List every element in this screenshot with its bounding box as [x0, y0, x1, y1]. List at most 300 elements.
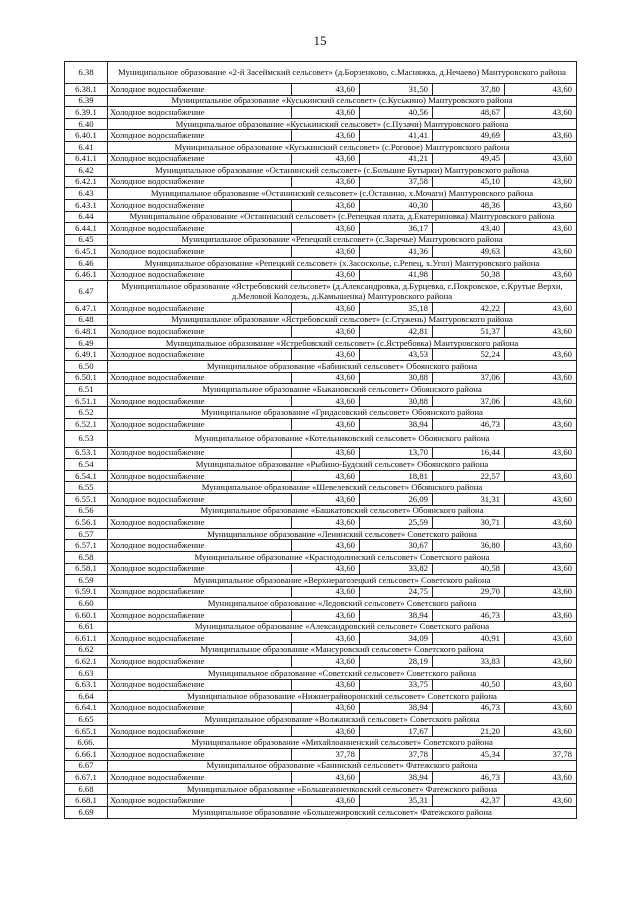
municipality-row [65, 188, 577, 200]
row-number: 6.48.1 [65, 326, 108, 338]
service-label: Холодное водоснабжение [108, 702, 292, 714]
row-number: 6.57 [65, 528, 108, 540]
row-number: 6.48 [65, 314, 108, 326]
tariff-value-4: 43,60 [505, 772, 577, 784]
tariff-value-3: 31,31 [433, 494, 505, 506]
municipality-title: Муниципальное образование «Ястребовский сельсовет» (с.Стужень) Мантуровского района [108, 314, 577, 326]
service-label: Холодное водоснабжение [108, 540, 292, 552]
tariff-value-1: 43,60 [292, 223, 360, 235]
municipality-row [65, 141, 577, 153]
tariff-value-3: 46,73 [433, 419, 505, 431]
row-number: 6.61 [65, 621, 108, 633]
tariff-value-1: 43,60 [292, 656, 360, 668]
municipality-row [65, 361, 577, 373]
municipality-row [65, 407, 577, 419]
tariff-row [65, 656, 577, 668]
municipality-title: Муниципальное образование «Краснодолинский сельсовет» Советского района [108, 551, 577, 563]
municipality-title: Муниципальное образование «Александровский сельсовет» Советского района [108, 621, 577, 633]
tariff-value-3: 50,38 [433, 269, 505, 281]
municipality-title: Муниципальное образование «Большежировский сельсовет» Фатежского района [108, 807, 577, 819]
municipality-title: Муниципальное образование «Репецкий сельсовет» (х.Засосколье, с.Репец, х.Угол) Мантуровского района [108, 257, 577, 269]
service-label: Холодное водоснабжение [108, 609, 292, 621]
tariff-value-2: 42,81 [360, 326, 433, 338]
municipality-title: Муниципальное образование «Останинский сельсовет» (с.Репецкая плата, д.Екатериновка) Мантуровского района [108, 211, 577, 223]
row-number: 6.43 [65, 188, 108, 200]
tariff-row [65, 517, 577, 529]
service-label: Холодное водоснабжение [108, 656, 292, 668]
row-number: 6.58 [65, 551, 108, 563]
municipality-row [65, 598, 577, 610]
row-number: 6.39 [65, 95, 108, 107]
row-number: 6.45.1 [65, 246, 108, 258]
tariff-value-2: 36,17 [360, 223, 433, 235]
service-label: Холодное водоснабжение [108, 563, 292, 575]
tariff-row [65, 303, 577, 315]
tariff-value-3: 46,73 [433, 702, 505, 714]
tariff-value-4: 43,60 [505, 303, 577, 315]
tariff-value-3: 43,40 [433, 223, 505, 235]
tariff-value-3: 40,50 [433, 679, 505, 691]
municipality-title: Муниципальное образование «Репецкий сельсовет» (с.Заречье) Мантуровского района [108, 234, 577, 246]
tariff-row [65, 725, 577, 737]
tariff-value-3: 37,80 [433, 84, 505, 96]
tariff-value-1: 43,60 [292, 540, 360, 552]
tariff-row [65, 749, 577, 761]
tariff-row [65, 130, 577, 142]
municipality-row [65, 211, 577, 223]
tariff-value-1: 43,60 [292, 633, 360, 645]
row-number: 6.68.1 [65, 795, 108, 807]
service-label: Холодное водоснабжение [108, 494, 292, 506]
tariff-value-2: 30,88 [360, 395, 433, 407]
tariff-value-3: 51,37 [433, 326, 505, 338]
tariff-value-1: 43,60 [292, 679, 360, 691]
tariff-value-3: 42,37 [433, 795, 505, 807]
service-label: Холодное водоснабжение [108, 725, 292, 737]
service-label: Холодное водоснабжение [108, 447, 292, 459]
tariff-value-1: 43,60 [292, 199, 360, 211]
page-number: 15 [313, 33, 327, 48]
municipality-title: Муниципальное образование «Банинский сельсовет» Фатежского района [108, 760, 577, 772]
municipality-title: Муниципальное образование «Куськинский сельсовет» (с.Куськино) Мантуровского района [108, 95, 577, 107]
municipality-title: Муниципальное образование «Ленинский сельсовет» Советского района [108, 528, 577, 540]
tariff-value-3: 37,06 [433, 395, 505, 407]
tariff-value-4: 43,60 [505, 540, 577, 552]
service-label: Холодное водоснабжение [108, 176, 292, 188]
municipality-row [65, 459, 577, 471]
tariff-value-1: 43,60 [292, 176, 360, 188]
service-label: Холодное водоснабжение [108, 326, 292, 338]
tariff-row [65, 153, 577, 165]
tariff-value-4: 43,60 [505, 494, 577, 506]
tariff-value-4: 43,60 [505, 269, 577, 281]
municipality-title: Муниципальное образование «Нижнеграйворонский сельсовет» Советского района [108, 691, 577, 703]
tariff-value-3: 48,36 [433, 199, 505, 211]
tariff-value-4: 43,60 [505, 470, 577, 482]
tariff-value-4: 43,60 [505, 349, 577, 361]
municipality-title: Муниципальное образование «Верхнерагозецкий сельсовет» Советского района [108, 575, 577, 587]
municipality-row [65, 737, 577, 749]
tariff-value-2: 35,18 [360, 303, 433, 315]
municipality-row [65, 234, 577, 246]
tariff-value-2: 33,82 [360, 563, 433, 575]
row-number: 6.43.1 [65, 199, 108, 211]
row-number: 6.41.1 [65, 153, 108, 165]
row-number: 6.50.1 [65, 372, 108, 384]
tariff-value-4: 43,60 [505, 199, 577, 211]
row-number: 6.67 [65, 760, 108, 772]
tariff-value-2: 17,67 [360, 725, 433, 737]
tariff-value-2: 28,19 [360, 656, 433, 668]
tariff-value-4: 43,60 [505, 702, 577, 714]
municipality-row [65, 714, 577, 726]
row-number: 6.51 [65, 384, 108, 396]
service-label: Холодное водоснабжение [108, 269, 292, 281]
row-number: 6.50 [65, 361, 108, 373]
tariff-row [65, 269, 577, 281]
tariff-value-1: 43,60 [292, 494, 360, 506]
row-number: 6.54 [65, 459, 108, 471]
municipality-row [65, 783, 577, 795]
service-label: Холодное водоснабжение [108, 470, 292, 482]
row-number: 6.59 [65, 575, 108, 587]
municipality-title: Муниципальное образование «Большеанненковский сельсовет» Фатежского района [108, 783, 577, 795]
tariff-value-2: 37,58 [360, 176, 433, 188]
service-label: Холодное водоснабжение [108, 303, 292, 315]
tariff-row [65, 326, 577, 338]
tariff-row [65, 563, 577, 575]
tariff-value-2: 38,94 [360, 609, 433, 621]
tariff-value-3: 36,80 [433, 540, 505, 552]
municipality-row [65, 528, 577, 540]
tariff-value-3: 29,70 [433, 586, 505, 598]
service-label: Холодное водоснабжение [108, 107, 292, 119]
municipality-row [65, 667, 577, 679]
row-number: 6.41 [65, 141, 108, 153]
tariff-value-3: 42,22 [433, 303, 505, 315]
municipality-title: Муниципальное образование «Быкановский сельсовет» Обоянского района [108, 384, 577, 396]
tariff-value-4: 43,60 [505, 563, 577, 575]
tariff-value-1: 43,60 [292, 609, 360, 621]
tariff-value-1: 43,60 [292, 395, 360, 407]
tariff-value-2: 41,41 [360, 130, 433, 142]
tariff-value-1: 43,60 [292, 772, 360, 784]
row-number: 6.46 [65, 257, 108, 269]
municipality-row [65, 430, 577, 447]
municipality-row [65, 760, 577, 772]
service-label: Холодное водоснабжение [108, 749, 292, 761]
row-number: 6.52 [65, 407, 108, 419]
municipality-row [65, 807, 577, 819]
municipality-title: Муниципальное образование «Бабинский сельсовет» Обоянского района [108, 361, 577, 373]
tariff-row [65, 419, 577, 431]
tariff-value-1: 43,60 [292, 303, 360, 315]
row-number: 6.53.1 [65, 447, 108, 459]
tariff-value-2: 41,36 [360, 246, 433, 258]
tariff-value-2: 38,94 [360, 772, 433, 784]
tariff-value-3: 45,10 [433, 176, 505, 188]
tariff-value-1: 43,60 [292, 130, 360, 142]
row-number: 6.62.1 [65, 656, 108, 668]
tariff-table-body [65, 62, 577, 819]
row-number: 6.55.1 [65, 494, 108, 506]
tariff-row [65, 199, 577, 211]
tariff-value-1: 43,60 [292, 470, 360, 482]
tariff-value-3: 46,73 [433, 772, 505, 784]
row-number: 6.63.1 [65, 679, 108, 691]
tariff-row [65, 609, 577, 621]
tariff-value-2: 30,67 [360, 540, 433, 552]
row-number: 6.42 [65, 165, 108, 177]
tariff-value-4: 43,60 [505, 176, 577, 188]
tariff-row [65, 372, 577, 384]
tariff-value-4: 43,60 [505, 372, 577, 384]
tariff-value-2: 41,21 [360, 153, 433, 165]
municipality-title: Муниципальное образование «Останинский сельсовет» (с.Большие Бутырки) Мантуровского района [108, 165, 577, 177]
municipality-title: Муниципальное образование «Волжанский сельсовет» Советского района [108, 714, 577, 726]
municipality-row [65, 505, 577, 517]
tariff-row [65, 470, 577, 482]
service-label: Холодное водоснабжение [108, 633, 292, 645]
tariff-value-1: 43,60 [292, 702, 360, 714]
tariff-value-3: 45,34 [433, 749, 505, 761]
service-label: Холодное водоснабжение [108, 223, 292, 235]
tariff-row [65, 107, 577, 119]
municipality-row [65, 575, 577, 587]
row-number: 6.38 [65, 62, 108, 84]
tariff-row [65, 772, 577, 784]
row-number: 6.66. [65, 737, 108, 749]
row-number: 6.64.1 [65, 702, 108, 714]
tariff-value-3: 37,06 [433, 372, 505, 384]
tariff-value-1: 43,60 [292, 447, 360, 459]
tariff-value-2: 38,94 [360, 419, 433, 431]
row-number: 6.58.1 [65, 563, 108, 575]
row-number: 6.49 [65, 337, 108, 349]
municipality-title: Муниципальное образование «Останинский сельсовет» (с.Останино, х.Мочаги) Мантуровского района [108, 188, 577, 200]
municipality-title: Муниципальное образование «Рыбино-Будский сельсовет» Обоянского района [108, 459, 577, 471]
row-number: 6.45 [65, 234, 108, 246]
row-number: 6.65 [65, 714, 108, 726]
tariff-value-2: 43,53 [360, 349, 433, 361]
tariff-value-1: 37,78 [292, 749, 360, 761]
tariff-value-1: 43,60 [292, 107, 360, 119]
row-number: 6.52.1 [65, 419, 108, 431]
tariff-value-3: 21,20 [433, 725, 505, 737]
row-number: 6.40 [65, 118, 108, 130]
municipality-title: Муниципальное образование «Башкатовский сельсовет» Обоянского района [108, 505, 577, 517]
service-label: Холодное водоснабжение [108, 246, 292, 258]
municipality-title: Муниципальное образование «Советский сельсовет» Советского района [108, 667, 577, 679]
row-number: 6.65.1 [65, 725, 108, 737]
service-label: Холодное водоснабжение [108, 84, 292, 96]
row-number: 6.62 [65, 644, 108, 656]
tariff-value-1: 43,60 [292, 795, 360, 807]
tariff-value-4: 43,60 [505, 656, 577, 668]
row-number: 6.47 [65, 281, 108, 303]
municipality-title: Муниципальное образование «Куськинский сельсовет» (с.Роговое) Мантуровского района [108, 141, 577, 153]
municipality-row [65, 314, 577, 326]
tariff-value-1: 43,60 [292, 269, 360, 281]
service-label: Холодное водоснабжение [108, 349, 292, 361]
tariff-value-4: 43,60 [505, 795, 577, 807]
tariff-table [64, 61, 577, 819]
tariff-row [65, 447, 577, 459]
row-number: 6.40.1 [65, 130, 108, 142]
municipality-row [65, 165, 577, 177]
municipality-row [65, 95, 577, 107]
tariff-value-4: 43,60 [505, 130, 577, 142]
tariff-row [65, 702, 577, 714]
municipality-row [65, 257, 577, 269]
row-number: 6.56 [65, 505, 108, 517]
row-number: 6.53 [65, 430, 108, 447]
row-number: 6.51.1 [65, 395, 108, 407]
tariff-row [65, 494, 577, 506]
service-label: Холодное водоснабжение [108, 419, 292, 431]
tariff-value-4: 43,60 [505, 395, 577, 407]
service-label: Холодное водоснабжение [108, 199, 292, 211]
tariff-row [65, 246, 577, 258]
tariff-value-2: 25,59 [360, 517, 433, 529]
row-number: 6.39.1 [65, 107, 108, 119]
tariff-value-2: 26,09 [360, 494, 433, 506]
row-number: 6.61.1 [65, 633, 108, 645]
tariff-value-1: 43,60 [292, 326, 360, 338]
tariff-value-2: 40,30 [360, 199, 433, 211]
tariff-value-4: 43,60 [505, 447, 577, 459]
service-label: Холодное водоснабжение [108, 395, 292, 407]
tariff-value-1: 43,60 [292, 419, 360, 431]
service-label: Холодное водоснабжение [108, 372, 292, 384]
municipality-row [65, 482, 577, 494]
row-number: 6.68 [65, 783, 108, 795]
row-number: 6.57.1 [65, 540, 108, 552]
row-number: 6.44.1 [65, 223, 108, 235]
municipality-title: Муниципальное образование «2-й Засеймский сельсовет» (д.Борзенково, с.Масняжка, д.Нечаево) Мантуровского района [108, 62, 577, 84]
tariff-value-4: 43,60 [505, 725, 577, 737]
row-number: 6.38.1 [65, 84, 108, 96]
tariff-value-2: 31,50 [360, 84, 433, 96]
tariff-row [65, 795, 577, 807]
tariff-row [65, 84, 577, 96]
tariff-value-4: 43,60 [505, 419, 577, 431]
municipality-title: Муниципальное образование «Мансуровский сельсовет» Советского района [108, 644, 577, 656]
row-number: 6.49.1 [65, 349, 108, 361]
row-number: 6.63 [65, 667, 108, 679]
tariff-row [65, 679, 577, 691]
service-label: Холодное водоснабжение [108, 795, 292, 807]
service-label: Холодное водоснабжение [108, 153, 292, 165]
tariff-value-3: 16,44 [433, 447, 505, 459]
municipality-row [65, 644, 577, 656]
tariff-value-4: 43,60 [505, 84, 577, 96]
tariff-row [65, 223, 577, 235]
tariff-value-4: 43,60 [505, 586, 577, 598]
tariff-value-4: 37,78 [505, 749, 577, 761]
tariff-value-2: 40,56 [360, 107, 433, 119]
municipality-row [65, 337, 577, 349]
tariff-value-3: 49,63 [433, 246, 505, 258]
tariff-value-3: 40,58 [433, 563, 505, 575]
tariff-row [65, 540, 577, 552]
tariff-value-2: 38,94 [360, 702, 433, 714]
municipality-row [65, 62, 577, 84]
row-number: 6.60 [65, 598, 108, 610]
tariff-value-4: 43,60 [505, 326, 577, 338]
tariff-value-1: 43,60 [292, 246, 360, 258]
tariff-value-2: 34,09 [360, 633, 433, 645]
tariff-value-4: 43,60 [505, 609, 577, 621]
tariff-value-1: 43,60 [292, 84, 360, 96]
municipality-row [65, 118, 577, 130]
service-label: Холодное водоснабжение [108, 517, 292, 529]
row-number: 6.55 [65, 482, 108, 494]
municipality-row [65, 621, 577, 633]
tariff-value-3: 33,83 [433, 656, 505, 668]
tariff-row [65, 395, 577, 407]
service-label: Холодное водоснабжение [108, 130, 292, 142]
service-label: Холодное водоснабжение [108, 772, 292, 784]
tariff-value-3: 48,67 [433, 107, 505, 119]
tariff-value-2: 41,98 [360, 269, 433, 281]
row-number: 6.54.1 [65, 470, 108, 482]
row-number: 6.46.1 [65, 269, 108, 281]
row-number: 6.47.1 [65, 303, 108, 315]
tariff-value-1: 43,60 [292, 349, 360, 361]
row-number: 6.69 [65, 807, 108, 819]
tariff-value-2: 33,75 [360, 679, 433, 691]
municipality-title: Муниципальное образование «Шевелевский сельсовет» Обоянского района [108, 482, 577, 494]
service-label: Холодное водоснабжение [108, 586, 292, 598]
tariff-value-3: 46,73 [433, 609, 505, 621]
tariff-value-2: 24,75 [360, 586, 433, 598]
municipality-row [65, 281, 577, 303]
tariff-value-1: 43,60 [292, 517, 360, 529]
tariff-value-4: 43,60 [505, 107, 577, 119]
municipality-row [65, 551, 577, 563]
tariff-value-1: 43,60 [292, 725, 360, 737]
row-number: 6.64 [65, 691, 108, 703]
tariff-value-3: 49,69 [433, 130, 505, 142]
tariff-value-3: 49,45 [433, 153, 505, 165]
row-number: 6.42.1 [65, 176, 108, 188]
tariff-value-4: 43,60 [505, 679, 577, 691]
municipality-title: Муниципальное образование «Ястребовский сельсовет» (с.Ястребовка) Мантуровского района [108, 337, 577, 349]
municipality-title: Муниципальное образование «Куськинский сельсовет» (с.Пузачи) Мантуровского района [108, 118, 577, 130]
row-number: 6.60.1 [65, 609, 108, 621]
municipality-title: Муниципальное образование «Ледовский сельсовет» Советского района [108, 598, 577, 610]
tariff-value-4: 43,60 [505, 517, 577, 529]
municipality-title: Муниципальное образование «Котельниковский сельсовет» Обоянского района [108, 430, 577, 447]
municipality-title: Муниципальное образование «Гридасовский сельсовет» Обоянского района [108, 407, 577, 419]
municipality-row [65, 384, 577, 396]
tariff-value-4: 43,60 [505, 633, 577, 645]
row-number: 6.44 [65, 211, 108, 223]
municipality-title: Муниципальное образование «Ястребовский сельсовет» (д.Александровка, д.Бурцевка, с.Покровское, с.Крутые Верхи, д.Меловой Колодезь, д.Камышенка) Мантуровского района [108, 281, 577, 303]
tariff-value-2: 13,70 [360, 447, 433, 459]
tariff-value-3: 40,91 [433, 633, 505, 645]
municipality-row [65, 691, 577, 703]
row-number: 6.67.1 [65, 772, 108, 784]
tariff-value-4: 43,60 [505, 246, 577, 258]
tariff-value-1: 43,60 [292, 586, 360, 598]
tariff-value-2: 35,31 [360, 795, 433, 807]
row-number: 6.56.1 [65, 517, 108, 529]
tariff-value-1: 43,60 [292, 153, 360, 165]
tariff-row [65, 586, 577, 598]
tariff-value-3: 30,71 [433, 517, 505, 529]
